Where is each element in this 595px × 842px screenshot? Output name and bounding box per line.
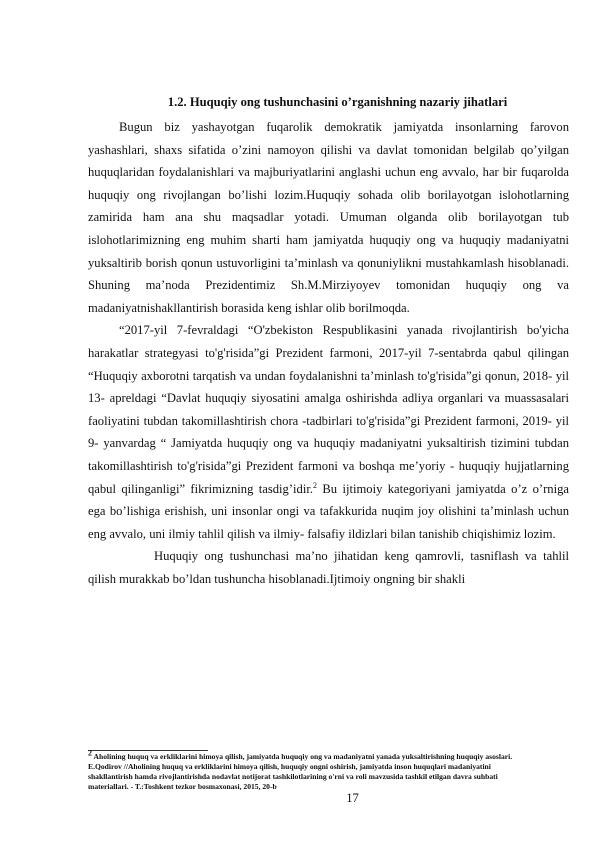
page-content (88, 92, 569, 590)
footnote-text: Aholining huquq va erkliklarini himoya qilish, jamiyatda huquqiy ong va madaniyatni yanada yuksaltirishning huquqiy asoslari. E.Qodirov //Aholining huquq va erkliklarini himoya qilish, huquqiy ongni oshirish, jamiyatda inson huquqlari madaniyatini shakllantirish hamda rivojlantirishda nodavlat notijorat tashkilotlarining o'rni va roli mavzusida tashkil etilgan davra suhbati materiallari. - T.:Toshkent tezkor bosmaxonasi, 2015, 20-b (88, 752, 513, 791)
paragraph-1: Bugun biz yashayotgan fuqarolik demokratik jamiyatda insonlarning farovon yashashlari, shaxs sifatida o’zini namoyon qilishi va davlat tomonidan belgilab qo’yilgan huquqlaridan foydalanishlari va majburiyatlarini anglashi uchun eng avvalo, har bir fuqarolda huquqiy ong rivojlangan bo’lishi lozim.Huquqiy sohada olib borilayotgan islohotlarning zamirida ham ana shu maqsadlar yotadi. Umuman olganda olib borilayotgan tub islohotlarimizning eng muhim sharti ham jamiyatda huquqiy ong va huquqiy madaniyatni yuksaltirib borish qonun ustuvorligini ta’minlash va qonuniylikni mustahkamlash hisoblanadi. Shuning ma’noda Prezidentimiz Sh.M.Mirziyoyev tomonidan huquqiy ong va madaniyatnishakllantirish borasida keng ishlar olib borilmoqda. (88, 120, 569, 315)
footnote-marker: 2 (88, 748, 92, 758)
paragraph-2 (88, 319, 569, 545)
paragraph-3: Huquqiy ong tushunchasi ma’no jihatidan keng qamrovli, tasniflash va tahlil qilish murakkab bo’ldan tushuncha hisoblanadi.Ijtimoiy ongning bir shakli (88, 549, 569, 586)
footnote-reference[interactable]: 2 (313, 480, 317, 490)
paragraph-2-text: “2017-yil 7-fevraldagi “O'zbekiston Respublikasini yanada rivojlantirish bo'yicha harakatlar strategyasi to'g'risida”gi Prezident farmoni, 2017-yil 7-sentabrda qabul qilingan “Huquqiy axborotni tarqatish va undan foydalanishni ta’minlash to'g'risida”gi qonun, 2018- yil 13- apreldagi “Davlat huquqiy siyosatini amalga oshirishda adliya organlari va muassasalari faoliyatini tubdan takomillashtirish chora -tadbirlari to'g'risida”gi Prezident farmoni, 2019- yil 9- yanvardag “ Jamiyatda huquqiy ong va huquqiy madaniyatni yuksaltirish tizimini tubdan takomillashtirish to'g'risida”gi Prezident farmoni va boshqa me’yoriy - huquqiy hujjatlarning qabul qilinganligi” fikrimizning tasdig’idir. (88, 323, 569, 496)
section-heading: 1.2. Huquqiy ong tushunchasini o’rganishning nazariy jihatlari (167, 95, 508, 109)
paragraph-2-continuation: Bu ijtimoiy kategoriyani jamiyatda o’z o’rniga ega bo’lishiga erishish, uni insonlar ongi va tafakkurida nuqim joy olishini ta’minlash uchun eng avvalo, uni ilmiy tahlil qilish va ilmiy- falsafiy ildizlari bilan tanishib chiqishimiz lozim. (88, 481, 569, 541)
footnote-separator (88, 750, 208, 751)
footnote (88, 748, 528, 792)
page-number: 17 (346, 791, 359, 805)
